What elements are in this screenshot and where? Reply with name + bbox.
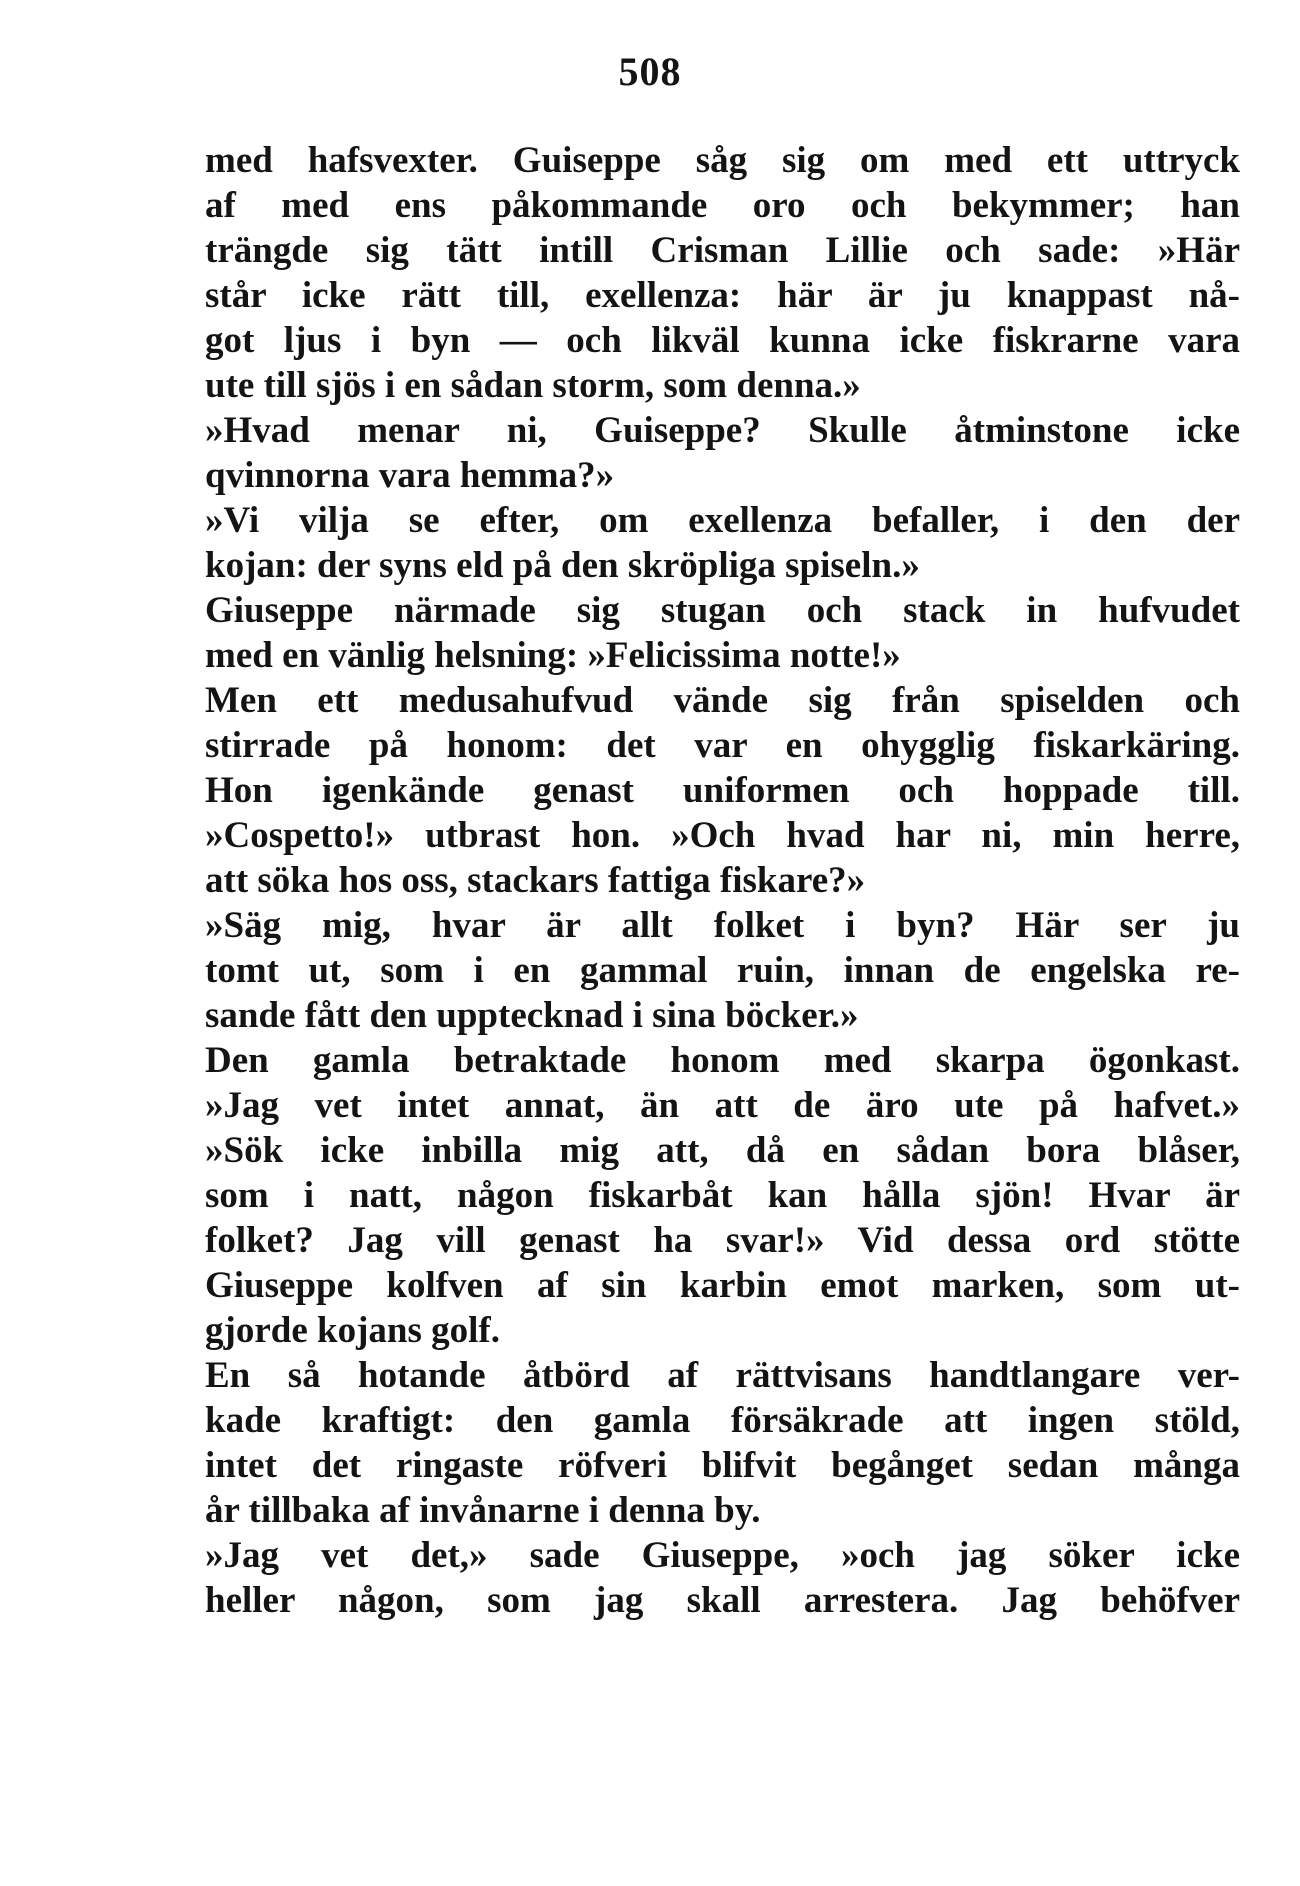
text-line: »Hvad menar ni, Guiseppe? Skulle åtminstone icke: [205, 410, 1240, 451]
text-line: står icke rätt till, exellenza: här är ju knappast nå-: [205, 275, 1240, 316]
body-text: [205, 138, 1240, 1623]
text-line: ute till sjös i en sådan storm, som denna.»: [205, 365, 861, 406]
text-line: »Säg mig, hvar är allt folket i byn? Här ser ju: [205, 905, 1240, 946]
text-line: Giuseppe kolfven af sin karbin emot marken, som ut-: [205, 1265, 1240, 1306]
text-line: tomt ut, som i en gammal ruin, innan de engelska re-: [205, 950, 1240, 991]
text-line: got ljus i byn — och likväl kunna icke fiskrarne vara: [205, 320, 1240, 361]
text-line: att söka hos oss, stackars fattiga fiskare?»: [205, 860, 866, 901]
text-line: »Vi vilja se efter, om exellenza befaller, i den der: [205, 500, 1240, 541]
text-line: intet det ringaste röfveri blifvit begånget sedan många: [205, 1445, 1240, 1486]
text-line: Men ett medusahufvud vände sig från spiselden och: [205, 680, 1240, 721]
text-line: stirrade på honom: det var en ohygglig fiskarkäring.: [205, 725, 1240, 766]
text-line: Giuseppe närmade sig stugan och stack in hufvudet: [205, 590, 1240, 631]
text-line: folket? Jag vill genast ha svar!» Vid dessa ord stötte: [205, 1220, 1240, 1261]
text-line: En så hotande åtbörd af rättvisans handtlangare ver-: [205, 1355, 1240, 1396]
text-line: gjorde kojans golf.: [205, 1310, 500, 1351]
text-line: Hon igenkände genast uniformen och hoppade till.: [205, 770, 1240, 811]
page-number: 508: [618, 49, 682, 94]
text-line: med en vänlig helsning: »Felicissima notte!»: [205, 635, 901, 676]
text-line: heller någon, som jag skall arrestera. Jag behöfver: [205, 1580, 1240, 1621]
text-line: qvinnorna vara hemma?»: [205, 455, 615, 496]
text-line: år tillbaka af invånarne i denna by.: [205, 1490, 761, 1531]
text-line: med hafsvexter. Guiseppe såg sig om med ett uttryck: [205, 140, 1240, 181]
text-line: »Cospetto!» utbrast hon. »Och hvad har ni, min herre,: [205, 815, 1240, 856]
text-line: trängde sig tätt intill Crisman Lillie och sade: »Här: [205, 230, 1240, 271]
text-line: af med ens påkommande oro och bekymmer; han: [205, 185, 1240, 226]
text-line: »Sök icke inbilla mig att, då en sådan bora blåser,: [205, 1130, 1240, 1171]
text-line: kade kraftigt: den gamla försäkrade att ingen stöld,: [205, 1400, 1240, 1441]
text-line: »Jag vet det,» sade Giuseppe, »och jag söker icke: [205, 1535, 1240, 1576]
text-line: »Jag vet intet annat, än att de äro ute på hafvet.»: [205, 1085, 1240, 1126]
text-line: som i natt, någon fiskarbåt kan hålla sjön! Hvar är: [205, 1175, 1240, 1216]
text-line: Den gamla betraktade honom med skarpa ögonkast.: [205, 1040, 1240, 1081]
text-line: sande fått den upptecknad i sina böcker.»: [205, 995, 859, 1036]
text-line: kojan: der syns eld på den skröpliga spiseln.»: [205, 545, 920, 586]
